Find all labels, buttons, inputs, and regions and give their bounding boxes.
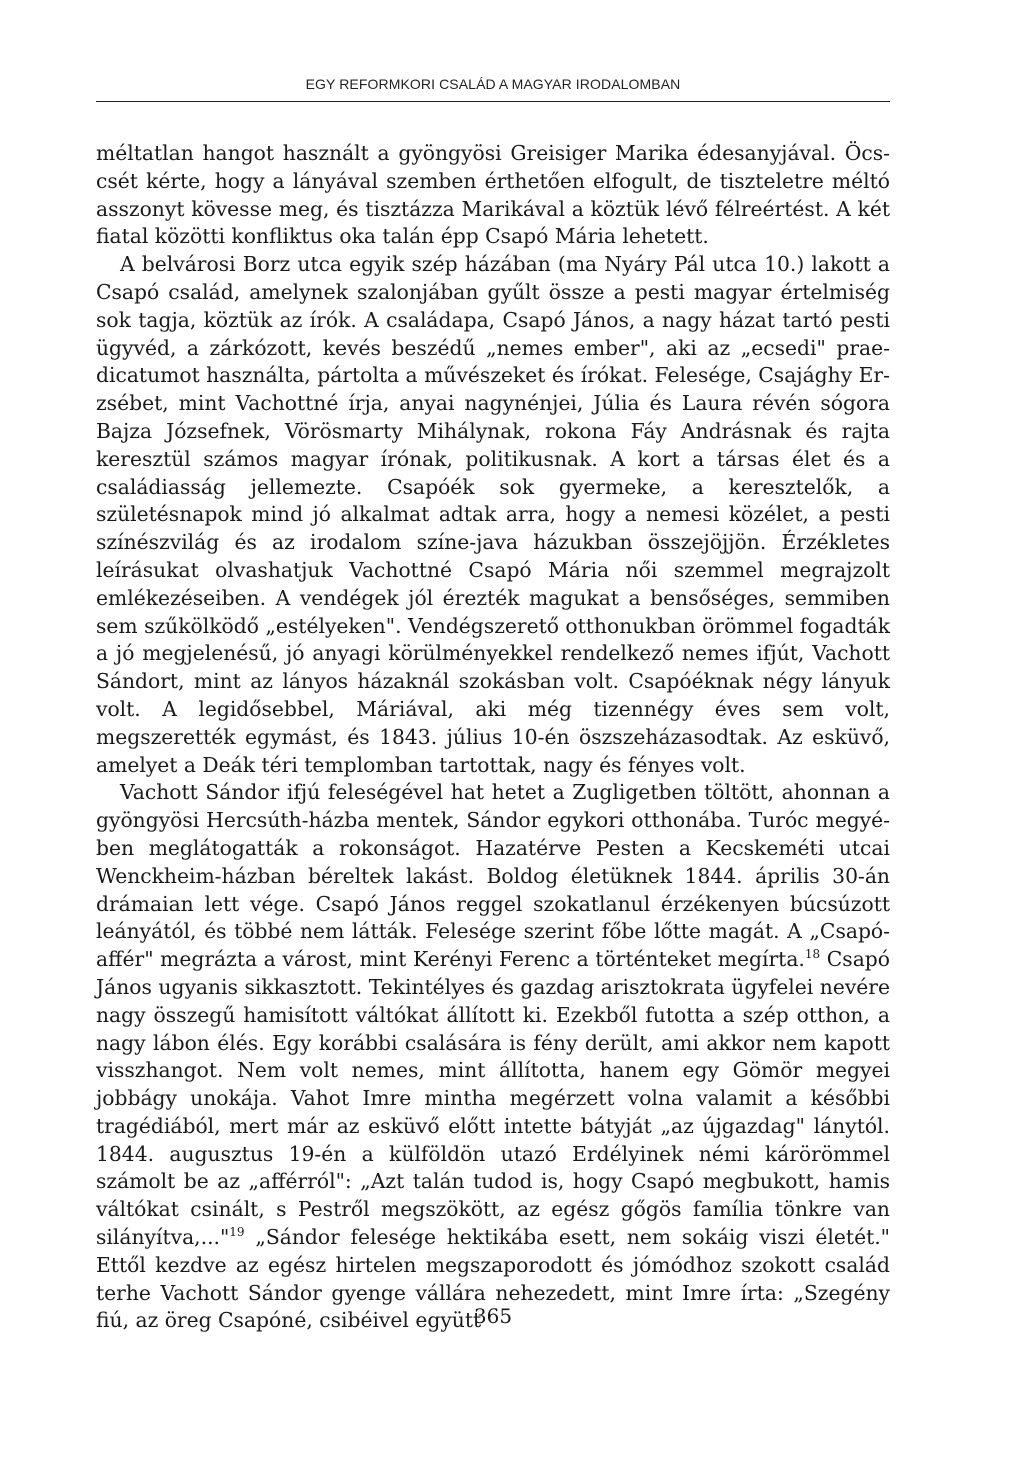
body-text [96, 140, 890, 1335]
footnote-ref-19: 19 [229, 1225, 245, 1240]
page-number: 365 [473, 1304, 513, 1328]
paragraph-text: „Sándor felesége hektikába esett, nem sokáig viszi életét." Ettől kezdve az egész hirtelen megszaporodott és jómódhoz szokott család terhe Vachott Sándor gyenge vállára nehezedett, mint Imre írta: „Szegény fiú, az öreg Csapóné, csibéivel együtt [96, 1225, 890, 1333]
paragraph-text: A belvárosi Borz utca egyik szép házában (ma Nyáry Pál utca 10.) lakott a Csapó család, amelynek szalonjában gyűlt össze a pesti magyar értelmiség sok tagja, köztük az írók. A családapa, Csapó János, a nagy házat tartó pesti ügyvéd, a zárkózott, kevés beszédű „nemes ember", aki az „ecsedi" praedicatumot használta, pártolta a művészeket és írókat. Felesége, Csajághy Erzsébet, mint Vachottné írja, anyai nagynénjei, Júlia és Laura révén sógora Bajza Józsefnek, Vörösmarty Mihálynak, rokona Fáy Andrásnak és rajta keresztül számos magyar írónak, politikusnak. A kort a társas élet és a családiasság jellemezte. Csapóék sok gyermeke, a keresztelők, a születésnapok mind jó alkalmat adtak arra, hogy a nemesi közélet, a pesti színészvilág és az irodalom színe-java házukban összejöjjön. Érzékletes leírásukat olvashatjuk Vachottné Csapó Mária női szemmel megrajzolt emlékezéseiben. A vendégek jól érezték magukat a bensőséges, semmiben sem szűkölködő „estélyeken". Vendégszerető otthonukban örömmel fogadták a jó megjelenésű, jó anyagi körülményekkel rendelkező nemes ifjút, Vachott Sándort, mint az lányos házaknál szokásban volt. Csapóéknak négy lányuk volt. A legidősebbel, Máriával, aki még tizennégy éves sem volt, megszerették egymást, és 1843. július 10-én öszszeházasodtak. Az esküvő, amelyet a Deák téri templomban tartottak, nagy és fényes volt. [96, 252, 890, 777]
footnote-ref-18: 18 [804, 947, 821, 962]
paragraph-text: Vachott Sándor ifjú feleségével hat hetet a Zugligetben töltött, ahonnan a gyöngyösi Hercsúth-házba mentek, Sándor egykori otthonába. Turóc megyében meglátogatták a rokonságot. Hazatérve Pesten a Kecskeméti utcai Wenckheim-házban béreltek lakást. Boldog életüknek 1844. április 30-án drámaian lett vége. Csapó János reggel szokatlanul érzékenyen búcsúzott leányától, és többé nem látták. Felesége szerint főbe lőtte magát. A „Csapó-affér" megrázta a várost, mint Kerényi Ferenc a történteket megírta. [96, 780, 890, 972]
paragraph-text: méltatlan hangot használt a gyöngyösi Greisiger Marika édesanyjával. Öcscsét kérte, hogy a lányával szemben érthetően elfogult, de tiszteletre méltó asszonyt kövesse meg, és tisztázza Marikával a köztük lévő félreértést. A két fiatal közötti konfliktus oka talán épp Csapó Mária lehetett. [96, 141, 890, 249]
paragraph-1 [96, 140, 890, 251]
book-page [96, 0, 890, 1480]
running-header: EGY REFORMKORI CSALÁD A MAGYAR IRODALOMBAN [305, 76, 681, 92]
paragraph-3 [96, 779, 890, 1335]
paragraph-text: Csapó János ugyanis sikkasztott. Tekintélyes és gazdag arisztokrata ügyfelei nevére nagy összegű hamisított váltókat állított ki. Ezekből futotta a szép otthon, a nagy lábon élés. Egy korábbi csalására is fény derült, ami akkor nem kapott visszhangot. Nem volt nemes, mint állította, hanem egy Gömör megyei jobbágy unokája. Vahot Imre mintha megérzett volna valamit a későbbi tragédiából, mert már az esküvő előtt intette bátyját „az újgazdag" lánytól. 1844. augusztus 19-én a külföldön utazó Erdélyinek némi kárörömmel számolt be az „afférról": „Azt talán tudod is, hogy Csapó megbukott, hamis váltókat csinált, s Pestről megszökött, az egész gőgös família tönkre van silányítva,..." [96, 947, 890, 1250]
header-rule [96, 101, 890, 102]
paragraph-2 [96, 251, 890, 779]
